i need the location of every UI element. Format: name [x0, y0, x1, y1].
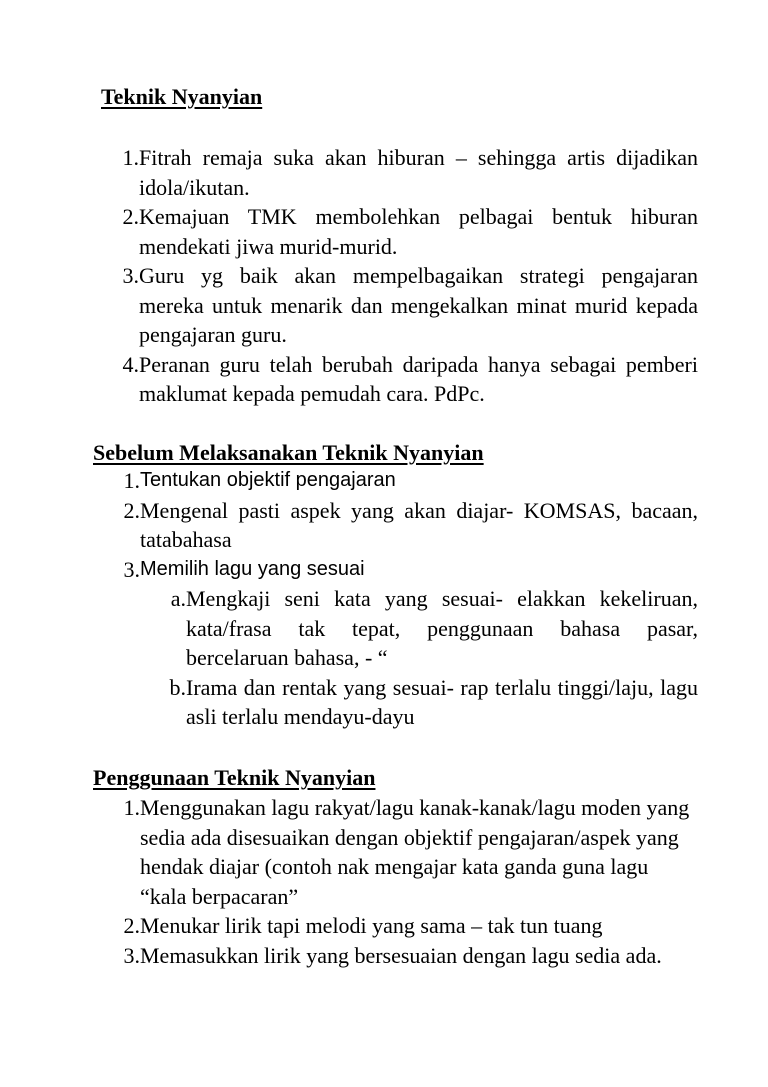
list-number: 1.	[123, 468, 140, 493]
sub-list	[160, 584, 698, 732]
list-item	[93, 941, 698, 971]
list-text: Peranan guru telah berubah daripada hanya sebagai pemberi maklumat kepada pemudah cara. PdPc.	[139, 351, 698, 406]
list-text: Menukar lirik tapi melodi yang sama – tak tun tuang	[140, 913, 603, 938]
list-number: 3.	[123, 556, 140, 582]
list-item	[115, 202, 698, 261]
list-number: 2.	[123, 913, 140, 938]
list-number: 4.	[122, 351, 139, 377]
list-number: 3.	[122, 263, 139, 288]
list-number: 2.	[123, 497, 140, 523]
sub-list-item	[160, 673, 698, 732]
list-item	[93, 911, 698, 941]
list-item	[115, 350, 698, 409]
list-text: Guru yg baik akan mempelbagaikan strategi pengajaran mereka untuk menarik dan mengekalkan minat murid kepada pengajaran guru.	[139, 263, 698, 347]
list-penggunaan	[93, 793, 698, 970]
list-text: Memasukkan lirik yang bersesuaian dengan lagu sedia ada.	[140, 942, 662, 968]
section-heading-sebelum-melaksanakan: Sebelum Melaksanakan Teknik Nyanyian	[93, 440, 484, 465]
sub-list-container	[93, 584, 698, 732]
list-number: 1.	[122, 145, 139, 170]
list-number: 2.	[122, 204, 139, 229]
list-text: Menggunakan lagu rakyat/lagu kanak-kanak/lagu moden yang sedia ada disesuaikan dengan objektif pengajaran/aspek yang hendak diajar (contoh nak mengajar kata ganda guna lagu “kala berpacaran”	[140, 795, 690, 909]
sub-list-text: Mengkaji seni kata yang sesuai- elakkan kekeliruan, kata/frasa tak tepat, penggunaan bahasa pasar, bercelaruan bahasa, - “	[186, 586, 698, 670]
sub-list-item	[160, 584, 698, 673]
list-item	[93, 793, 698, 911]
sub-list-letter: b.	[169, 674, 186, 700]
list-item	[115, 261, 698, 350]
list-text: Tentukan objektif pengajaran	[140, 469, 396, 491]
list-item	[93, 496, 698, 555]
section-heading-penggunaan: Penggunaan Teknik Nyanyian	[93, 765, 376, 790]
list-teknik-nyanyian	[115, 143, 698, 409]
list-text: Mengenal pasti aspek yang akan diajar- KOMSAS, bacaan, tatabahasa	[140, 497, 698, 552]
sub-list-letter: a.	[170, 586, 186, 611]
list-item	[115, 143, 698, 202]
list-number: 1.	[123, 795, 140, 820]
list-text: Memilih lagu yang sesuai	[140, 557, 365, 580]
sub-list-text: Irama dan rentak yang sesuai- rap terlalu tinggi/laju, lagu asli terlalu mendayu-dayu	[186, 674, 698, 729]
list-item	[93, 555, 698, 585]
list-number: 3.	[123, 942, 140, 968]
list-item	[93, 466, 698, 496]
list-text: Kemajuan TMK membolehkan pelbagai bentuk hiburan mendekati jiwa murid-murid.	[139, 204, 698, 259]
section-heading-teknik-nyanyian: Teknik Nyanyian	[101, 84, 263, 109]
list-text: Fitrah remaja suka akan hiburan – sehingga artis dijadikan idola/ikutan.	[139, 145, 698, 200]
list-sebelum-melaksanakan	[93, 466, 698, 732]
